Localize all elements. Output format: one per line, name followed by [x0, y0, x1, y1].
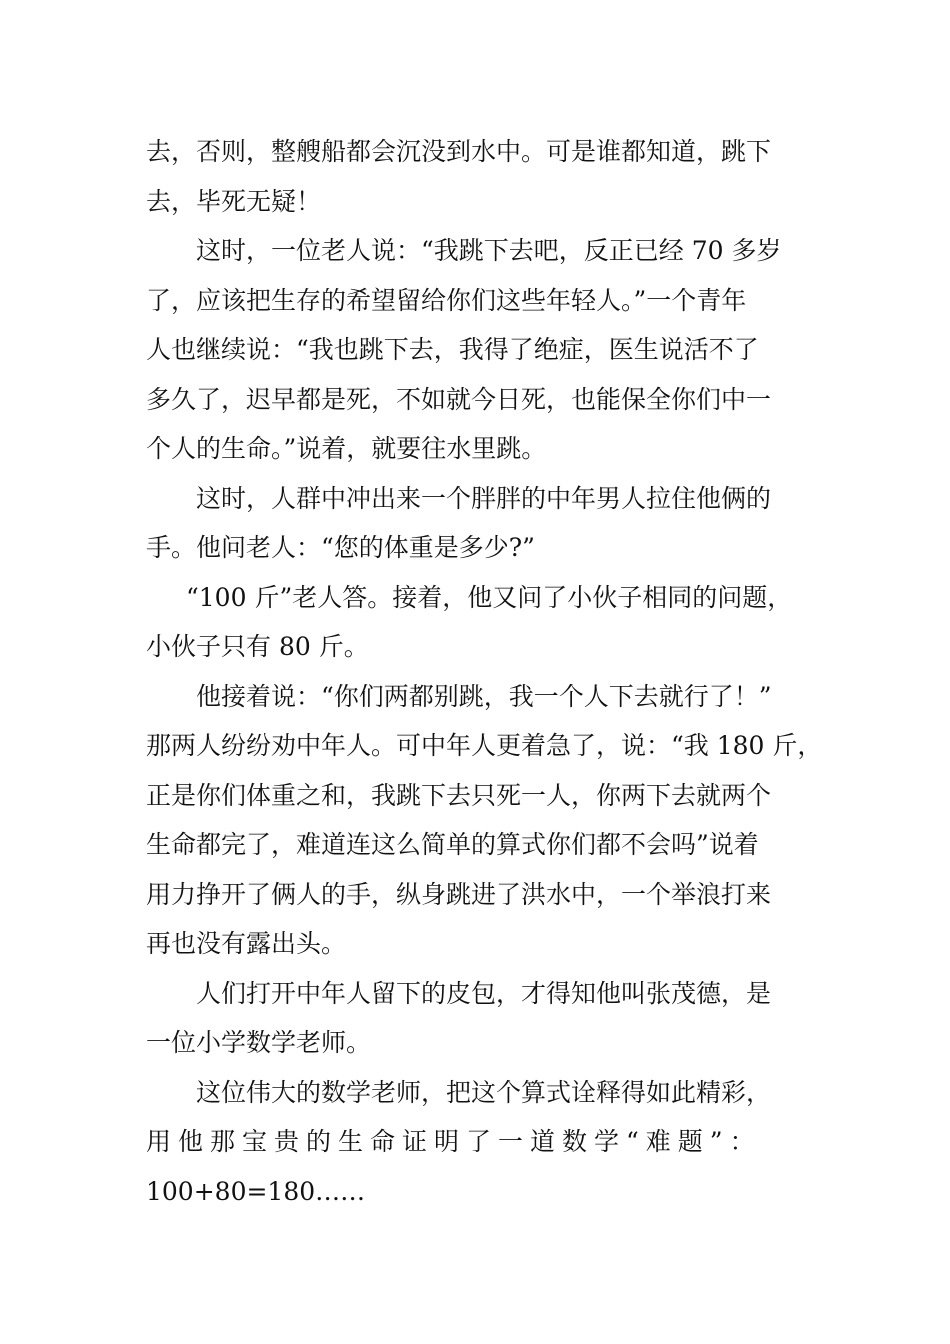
paragraph-3	[146, 474, 810, 573]
paragraph-1	[146, 127, 810, 226]
text-line: 正是你们体重之和，我跳下去只死一人，你两下去就两个	[146, 780, 772, 810]
text-line: 那两人纷纷劝中年人。可中年人更着急了，说：“我 180 斤，	[146, 731, 823, 760]
text-line: 去，否则，整艘船都会沉没到水中。可是谁都知道，跳下	[146, 137, 772, 166]
text-line: 了，应该把生存的希望留给你们这些年轻人。”一个青年	[146, 285, 747, 315]
text-line: 小伙子只有 80 斤。	[146, 632, 369, 661]
paragraph-4	[146, 573, 810, 672]
text-line: 生命都完了，难道连这么简单的算式你们都不会吗”说着	[146, 830, 759, 859]
text-line: 再也没有露出头。	[146, 929, 347, 958]
text-line: 用力挣开了俩人的手，纵身跳进了洪水中，一个举浪打来	[146, 879, 772, 909]
text-line: 多久了，迟早都是死，不如就今日死，也能保全你们中一	[146, 384, 772, 414]
paragraph-6	[146, 969, 810, 1068]
text-line: 这时，人群中冲出来一个胖胖的中年男人拉住他俩的	[196, 483, 772, 513]
text-line: 个人的生命。”说着，就要往水里跳。	[146, 434, 547, 463]
equation-line: 100+80=180……	[146, 1176, 366, 1206]
paragraph-5	[146, 672, 823, 969]
document-body	[146, 127, 823, 1216]
text-line: 去，毕死无疑！	[146, 186, 322, 216]
text-line: 用他那宝贵的生命证明了一道数学“难题”：	[146, 1127, 762, 1156]
text-line: 这位伟大的数学老师，把这个算式诠释得如此精彩，	[196, 1077, 772, 1107]
text-line: 这时，一位老人说：“我跳下去吧，反正已经 70 多岁	[196, 236, 782, 265]
text-line: “100 斤”老人答。接着，他又问了小伙子相同的问题，	[186, 582, 793, 612]
text-line: 手。他问老人：“您的体重是多少?”	[146, 533, 535, 562]
text-line: 人也继续说：“我也跳下去，我得了绝症，医生说活不了	[146, 335, 759, 364]
text-line: 一位小学数学老师。	[146, 1028, 372, 1057]
text-line: 他接着说：“你们两都别跳，我一个人下去就行了！”	[196, 681, 772, 711]
paragraph-7	[146, 1068, 810, 1217]
text-line: 人们打开中年人留下的皮包，才得知他叫张茂德，是	[196, 978, 772, 1008]
paragraph-2	[146, 226, 810, 474]
